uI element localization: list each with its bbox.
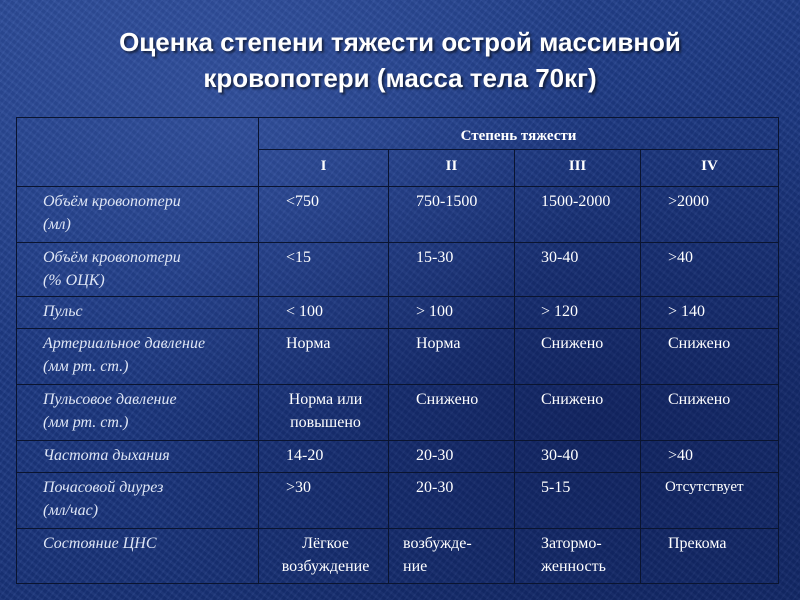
table-cell: 30-40 (515, 243, 641, 297)
table-cell: Норма (259, 329, 389, 385)
degree-header-4: IV (641, 150, 779, 187)
table-cell: > 140 (641, 297, 779, 329)
table-cell: 750-1500 (389, 187, 515, 243)
table-cell: >40 (641, 243, 779, 297)
table-cell: <15 (259, 243, 389, 297)
table-row (17, 529, 779, 584)
table-cell: Снижено (389, 385, 515, 441)
degree-header-2: II (389, 150, 515, 187)
table-cell: Прекома (641, 529, 779, 584)
table-cell: Норма или повышено (259, 385, 389, 441)
row-label-pulse: Пульс (17, 297, 259, 329)
table-cell: 20-30 (389, 473, 515, 529)
slide-title-line-1: Оценка степени тяжести острой массивной (119, 27, 681, 57)
table-cell: Лёгкое возбуждение (259, 529, 389, 584)
table-cell: >40 (641, 441, 779, 473)
degree-header-3: III (515, 150, 641, 187)
table-cell: 14-20 (259, 441, 389, 473)
table-cell: < 100 (259, 297, 389, 329)
degree-header-1: I (259, 150, 389, 187)
row-label-arterial-pressure: Артериальное давление (мм рт. ст.) (17, 329, 259, 385)
table-row (17, 329, 779, 385)
row-label-hourly-diuresis: Почасовой диурез (мл/час) (17, 473, 259, 529)
table-cell: >2000 (641, 187, 779, 243)
table-cell: > 120 (515, 297, 641, 329)
table-row (17, 441, 779, 473)
slide-title (0, 24, 800, 96)
table-row (17, 243, 779, 297)
table-cell: возбужде-ние (389, 529, 515, 584)
table-cell: Снижено (515, 329, 641, 385)
table-cell: Снижено (641, 329, 779, 385)
table-cell: Отсутствует (641, 473, 779, 529)
row-label-cns-state: Состояние ЦНС (17, 529, 259, 584)
table-cell: > 100 (389, 297, 515, 329)
table-cell: Снижено (641, 385, 779, 441)
table-cell: 15-30 (389, 243, 515, 297)
table-cell: Затормо-женность (515, 529, 641, 584)
severity-group-header: Степень тяжести (259, 118, 779, 150)
table-cell: Норма (389, 329, 515, 385)
blood-loss-severity-table (16, 117, 779, 584)
row-label-respiratory-rate: Частота дыхания (17, 441, 259, 473)
row-label-pulse-pressure: Пульсовое давление (мм рт. ст.) (17, 385, 259, 441)
table-corner-cell (17, 118, 259, 187)
table-cell: >30 (259, 473, 389, 529)
row-label-blood-loss-ml: Объём кровопотери (мл) (17, 187, 259, 243)
slide-title-line-2: кровопотери (масса тела 70кг) (203, 63, 597, 93)
table-cell: 1500-2000 (515, 187, 641, 243)
table-row (17, 297, 779, 329)
table-cell: Снижено (515, 385, 641, 441)
table-cell: 30-40 (515, 441, 641, 473)
table-cell: <750 (259, 187, 389, 243)
table-cell: 5-15 (515, 473, 641, 529)
table-row (17, 385, 779, 441)
table-row (17, 473, 779, 529)
row-label-blood-loss-percent: Объём кровопотери (% ОЦК) (17, 243, 259, 297)
table-cell: 20-30 (389, 441, 515, 473)
table-row (17, 187, 779, 243)
